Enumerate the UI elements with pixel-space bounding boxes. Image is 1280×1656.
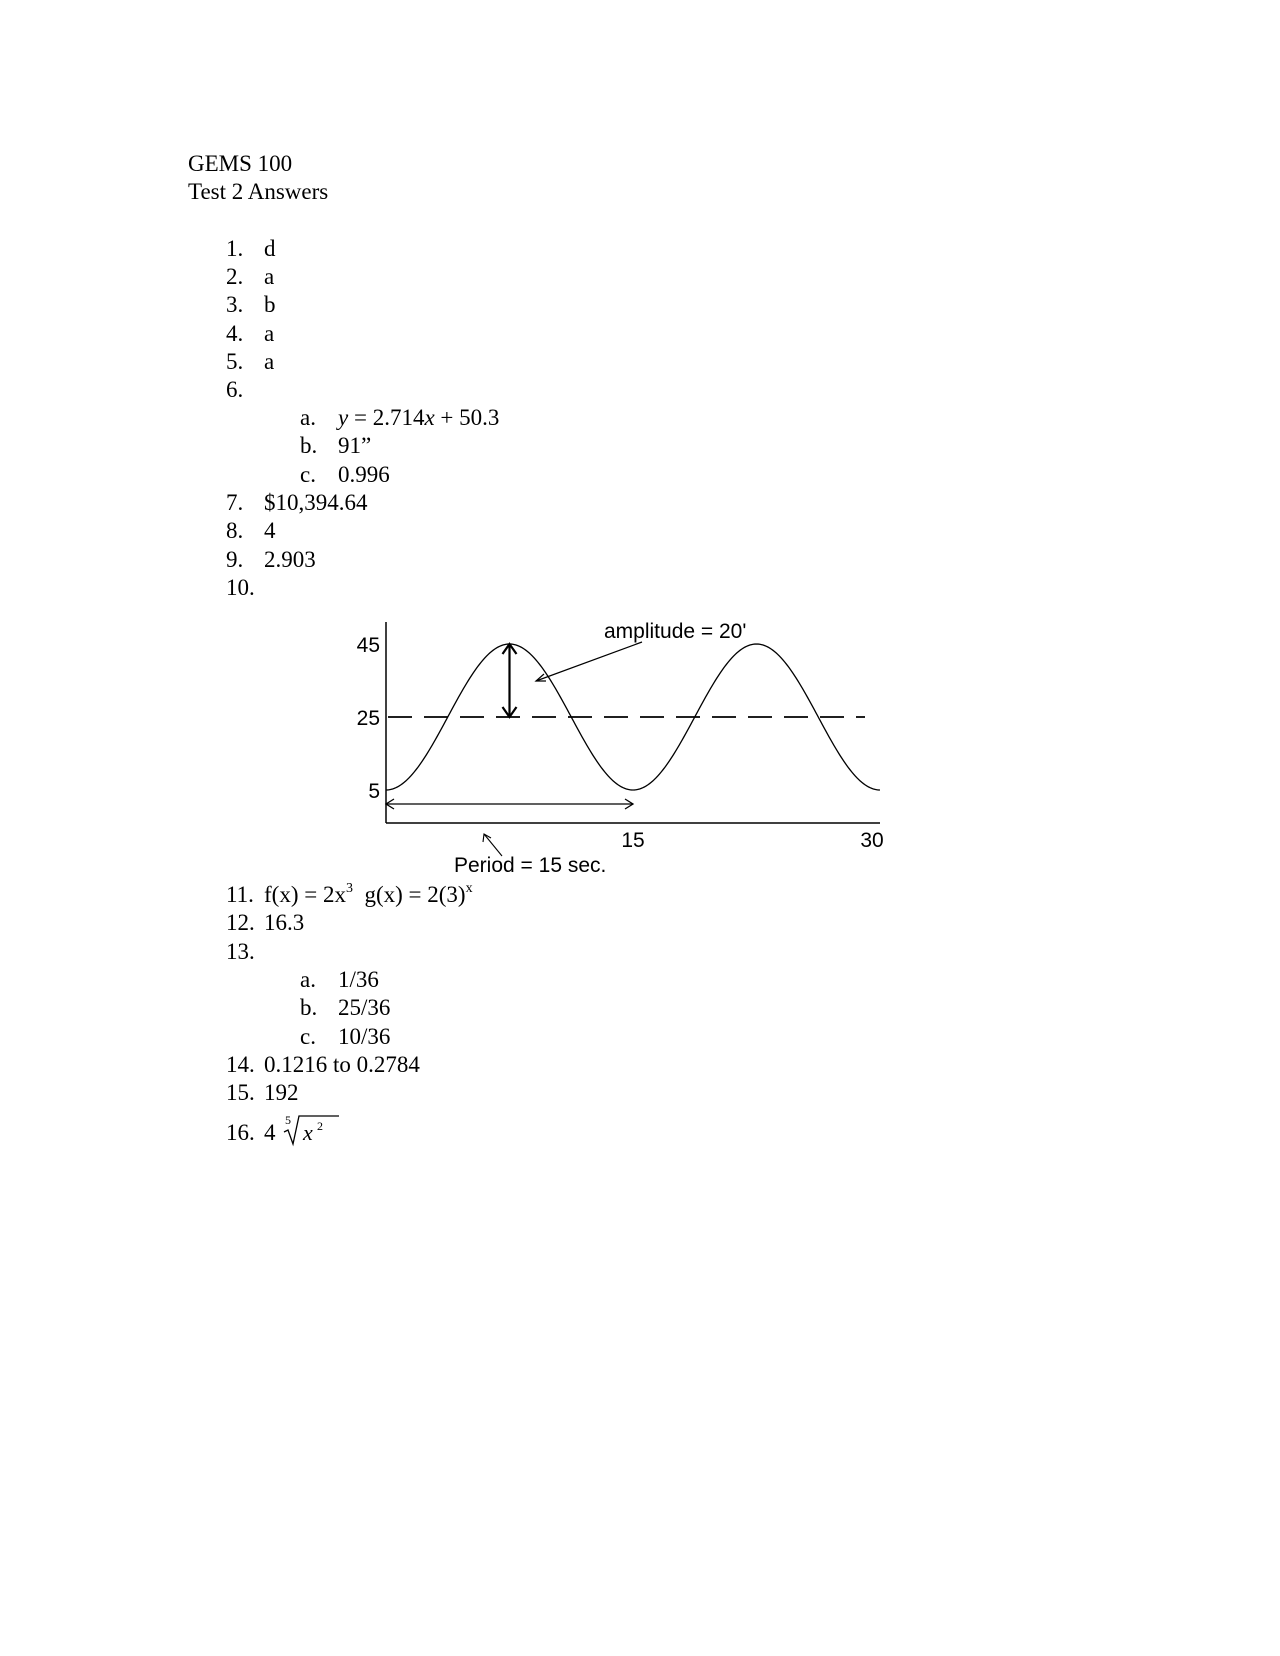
sub-letter: c.: [300, 462, 316, 487]
answer-value: 0.1216 to 0.2784: [264, 1052, 420, 1077]
function-f-exponent: 3: [345, 881, 353, 896]
answer-number: 7.: [226, 490, 244, 515]
amplitude-arrow: [503, 644, 517, 717]
sub-value: 1/36: [338, 967, 379, 992]
sub-letter: b.: [300, 995, 318, 1020]
answer-item: [226, 235, 276, 263]
answer-item: [226, 546, 316, 574]
answer-item: [226, 881, 473, 909]
answer-number: 4.: [226, 321, 244, 346]
radical-base: x: [303, 1120, 314, 1145]
sub-value: 0.996: [338, 462, 390, 487]
answer-value: d: [264, 236, 276, 261]
amplitude-pointer: [536, 642, 642, 681]
sub-letter: c.: [300, 1024, 316, 1049]
function-g-exponent: x: [465, 881, 473, 896]
answer-number: 14.: [226, 1052, 255, 1077]
answer-item: [226, 1051, 420, 1079]
sub-answer: [300, 404, 499, 432]
answer-item: [226, 517, 276, 545]
equation-part: = 2.714: [348, 405, 425, 430]
answer-value: a: [264, 321, 275, 346]
answer-number: 9.: [226, 547, 244, 572]
answer-value: 4: [264, 518, 276, 543]
answer-number: 16.: [226, 1120, 255, 1145]
answer-item: [226, 1079, 299, 1107]
y-tick-label: 45: [356, 634, 380, 657]
document-subtitle: Test 2 Answers: [188, 179, 329, 204]
answer-number: 12.: [226, 910, 255, 935]
answer-number: 5.: [226, 349, 244, 374]
answer-item: [226, 291, 276, 319]
x-tick-label: 30: [860, 829, 884, 852]
answer-value: a: [264, 264, 275, 289]
period-arrow: [386, 799, 633, 809]
var-y: y: [338, 405, 349, 430]
answer-item: [226, 263, 274, 291]
answer-number: 3.: [226, 292, 244, 317]
answer-item: [226, 1114, 341, 1148]
sub-answer: [300, 1023, 390, 1051]
period-label: Period = 15 sec.: [454, 854, 607, 877]
radical-exponent: 2: [317, 1119, 324, 1133]
radical-sign: [281, 1114, 341, 1148]
answer-number: 11.: [226, 882, 254, 907]
y-tick-label: 25: [356, 707, 380, 730]
answer-item: [226, 938, 264, 966]
radical-expression: [264, 1114, 341, 1148]
answer-number: 13.: [226, 939, 255, 964]
sine-wave-graph: [340, 618, 900, 888]
sub-answer: [300, 994, 390, 1022]
answer-item: [226, 320, 274, 348]
sub-letter: a.: [300, 967, 316, 992]
radical-coefficient: 4: [264, 1120, 276, 1145]
radical-index: 5: [285, 1113, 292, 1127]
answer-item: [226, 489, 368, 517]
function-f: [264, 881, 353, 909]
answer-item: [226, 376, 264, 404]
sub-value: 91”: [338, 433, 372, 458]
function-f-text: f(x) = 2x: [264, 882, 346, 907]
sub-answer: [300, 461, 390, 489]
answer-number: 1.: [226, 236, 244, 261]
function-g: [364, 881, 472, 909]
sub-letter: a.: [300, 405, 316, 430]
answer-value: 2.903: [264, 547, 316, 572]
answer-value: $10,394.64: [264, 490, 368, 515]
period-pointer: [483, 834, 502, 856]
sub-letter: b.: [300, 433, 318, 458]
course-title: GEMS 100: [188, 151, 293, 176]
sub-answer: [300, 432, 371, 460]
var-x: x: [424, 405, 435, 430]
sub-value: 10/36: [338, 1024, 391, 1049]
answer-item: [226, 348, 274, 376]
sub-answer: [300, 966, 379, 994]
answer-number: 15.: [226, 1080, 255, 1105]
function-g-text: g(x) = 2(3): [364, 882, 466, 907]
answer-value: 16.3: [264, 910, 305, 935]
sub-value: 25/36: [338, 995, 391, 1020]
amplitude-label: amplitude = 20': [604, 620, 747, 643]
answer-number: 2.: [226, 264, 244, 289]
answer-number: 10.: [226, 575, 255, 600]
answer-item: [226, 574, 264, 602]
equation-part: + 50.3: [434, 405, 500, 430]
answer-value: a: [264, 349, 275, 374]
y-tick-label: 5: [368, 780, 380, 803]
answer-item: [226, 909, 304, 937]
x-tick-label: 15: [621, 829, 645, 852]
answer-number: 6.: [226, 377, 244, 402]
answer-value: 192: [264, 1080, 299, 1105]
answer-value: b: [264, 292, 276, 317]
answer-number: 8.: [226, 518, 244, 543]
